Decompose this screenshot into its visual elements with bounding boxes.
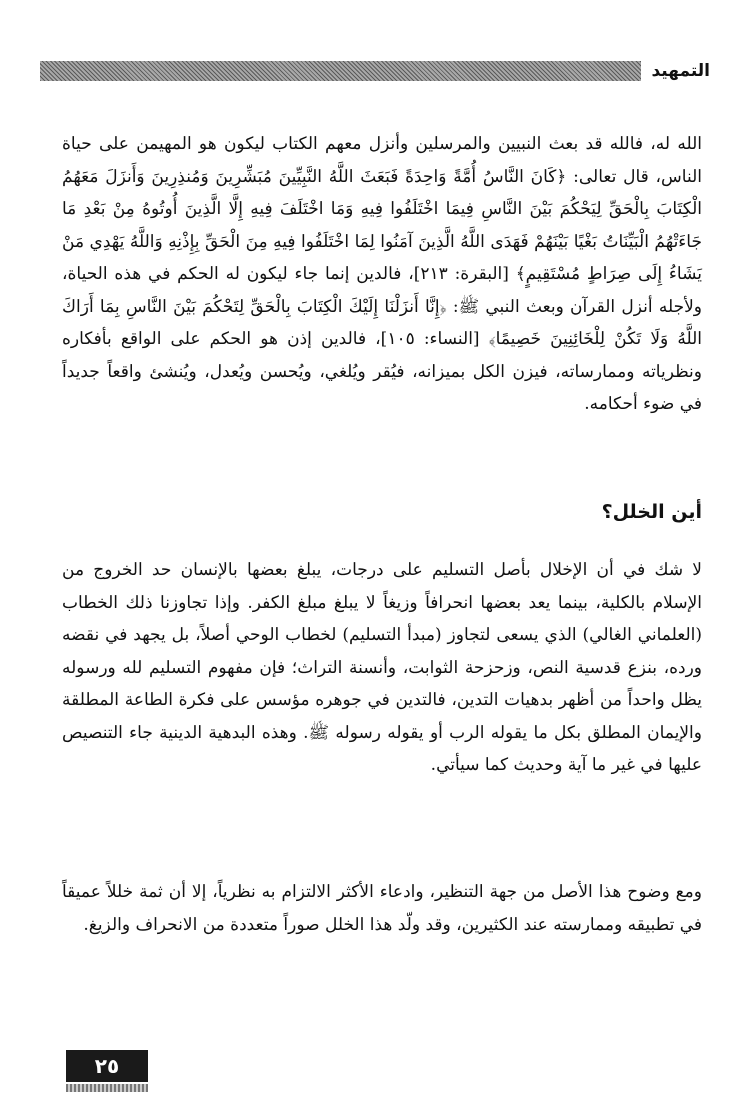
section-gap [62, 534, 702, 554]
page-number-block [66, 1050, 148, 1092]
chapter-title: التمهيد [651, 61, 710, 81]
header-rule [40, 61, 641, 81]
page-number-ornament [66, 1084, 148, 1092]
paragraph-2: لا شك في أن الإخلال بأصل التسليم على درجات، يبلغ بعضها بالإنسان حد الخروج من الإسلام بالكلية، بينما يعد بعضها انحرافاً وزيغاً لا يبلغ مبلغ الكفر. وإذا تجاوزنا ذلك الخطاب (العلماني الغالي) الذي يسعى لتجاوز (مبدأ التسليم) لخطاب الوحي أصلاً، بل يجهد في نقضه ورده، بنزع قدسية النص، وزحزحة الثوابت، وأنسنة التراث؛ فإن مفهوم التسليم لله ورسوله يظل واحداً من أظهر بدهيات التدين، فالتدين في جوهره مؤسس على فكرة الطاعة المطلقة والإيمان المطلق بكل ما يقوله الرب أو يقوله رسوله ﷺ. وهذه البدهية الدينية جاء التنصيص عليها في غير ما آية وحديث كما سيأتي. [62, 560, 702, 775]
page-number: ٢٥ [66, 1050, 148, 1082]
running-header [40, 58, 710, 84]
section-heading: أين الخلل؟ [601, 501, 702, 523]
page-body [62, 128, 702, 941]
paragraph-3: ومع وضوح هذا الأصل من جهة التنظير، وادعاء الأكثر الالتزام به نظرياً، إلا أن ثمة خللاً عميقاً في تطبيقه وممارسته عند الكثيرين، وقد ولّد هذا الخلل صوراً متعددة من الانحراف والزيغ. [62, 882, 702, 935]
paragraph-1: الله له، فالله قد بعث النبيين والمرسلين وأنزل معهم الكتاب ليكون هو المهيمن على حياة الناس، قال تعالى: ﴿كَانَ النَّاسُ أُمَّةً وَاحِدَةً فَبَعَثَ اللَّهُ النَّبِيِّينَ مُبَشِّرِينَ وَمُنذِرِينَ وَأَنزَلَ مَعَهُمُ الْكِتَابَ بِالْحَقِّ لِيَحْكُمَ بَيْنَ النَّاسِ فِيمَا اخْتَلَفُوا فِيهِ وَمَا اخْتَلَفَ فِيهِ إِلَّا الَّذِينَ أُوتُوهُ مِنْ بَعْدِ مَا جَاءَتْهُمُ الْبَيِّنَاتُ بَغْيًا بَيْنَهُمْ فَهَدَى اللَّهُ الَّذِينَ آمَنُوا لِمَا اخْتَلَفُوا فِيهِ مِنَ الْحَقِّ بِإِذْنِهِ وَاللَّهُ يَهْدِي مَنْ يَشَاءُ إِلَى صِرَاطٍ مُسْتَقِيمٍ﴾ [البقرة: ٢١٣]، فالدين إنما جاء ليكون له الحكم في هذه الحياة، ولأجله أنزل القرآن وبعث النبي ﷺ: ﴿إِنَّا أَنزَلْنَا إِلَيْكَ الْكِتَابَ بِالْحَقِّ لِتَحْكُمَ بَيْنَ النَّاسِ بِمَا أَرَاكَ اللَّهُ وَلَا تَكُنْ لِلْخَائِنِينَ خَصِيمًا﴾ [النساء: ١٠٥]، فالدين إذن هو الحكم على الواقع بأفكاره ونظرياته وممارساته، فيزن الكل بميزانه، فيُقر ويُلغي، ويُحسن ويُعدل، ويُنشئ واقعاً جديداً في ضوء أحكامه. [62, 134, 702, 414]
